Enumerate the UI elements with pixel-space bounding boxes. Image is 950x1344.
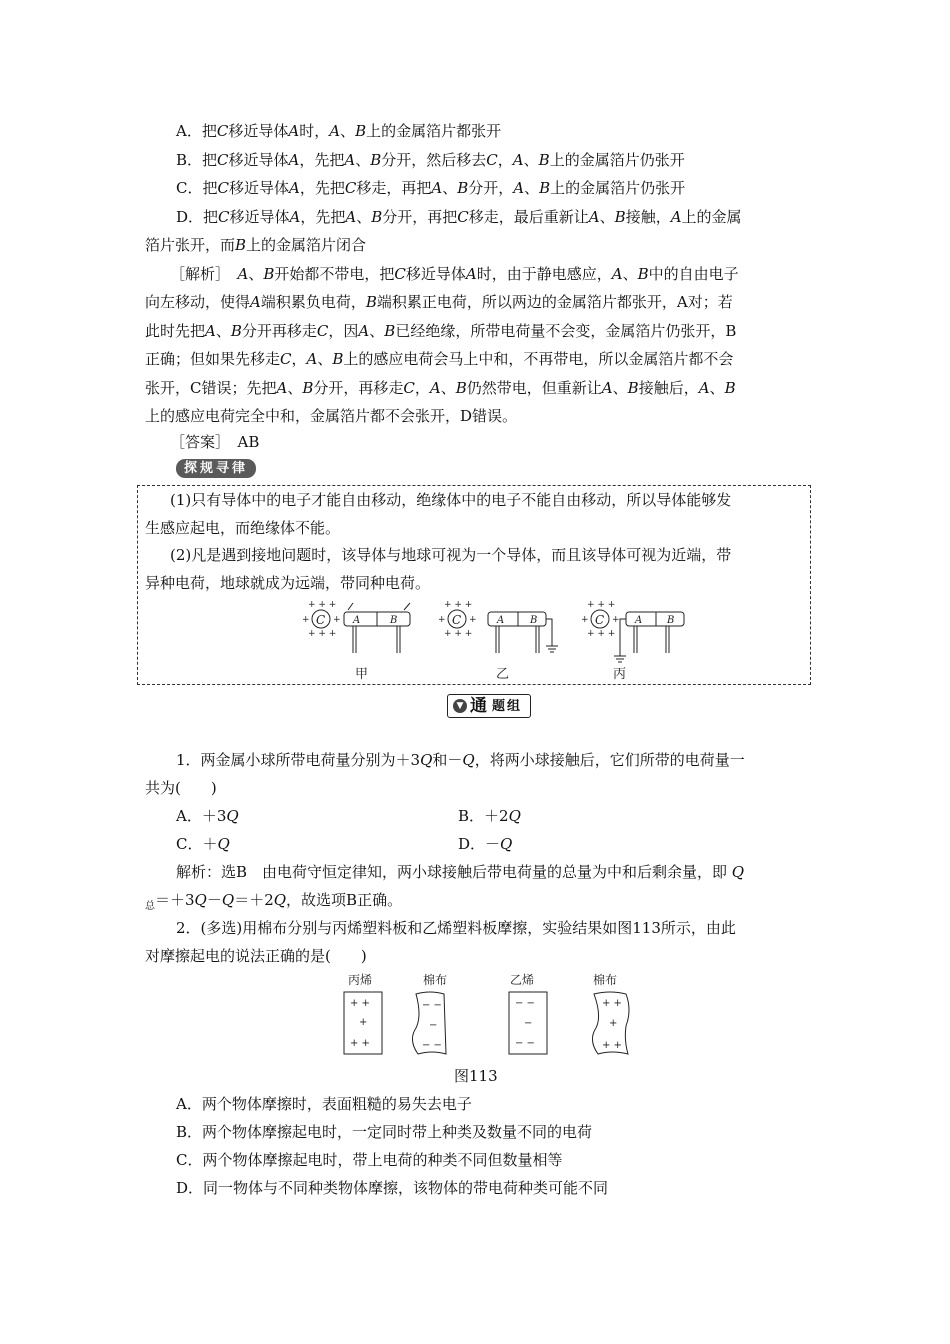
rule-tag: 探规寻律 <box>176 459 256 478</box>
text-segment: ＝＋2 <box>234 891 274 909</box>
text-segment: 上的金属箔片仍张开 <box>550 179 686 197</box>
answer: ［答案］ AB <box>170 433 260 451</box>
q1-option-a <box>176 806 239 826</box>
text-segment: C．把 <box>176 179 218 197</box>
svg-text:+ + +: + + + <box>444 629 473 639</box>
svg-text:C: C <box>595 613 605 627</box>
svg-text:+: + <box>359 1017 368 1028</box>
text-segment: B <box>235 236 247 254</box>
svg-text:+ +: + + <box>602 998 622 1009</box>
friction-diagram <box>338 970 638 1056</box>
text-segment: 解析：选B 由电荷守恒定律知，两小球接触后带电荷量的总量为中和后剩余量，即 <box>176 863 732 881</box>
text-segment: ，故选项B正确。 <box>286 891 403 909</box>
text-segment: A <box>345 208 357 226</box>
text-segment: 移近导体 <box>229 208 290 226</box>
text-segment: 分开再移走 <box>241 322 317 340</box>
q2-option-a: A．两个物体摩擦时，表面粗糙的易失去电子 <box>176 1095 472 1113</box>
text-segment: 时，由于静电感应， <box>476 265 612 283</box>
text-segment: 仍然带电，但重新让 <box>466 379 602 397</box>
text-segment: ，先把 <box>299 151 345 169</box>
svg-text:− −: − − <box>515 1038 535 1049</box>
conductor-c-label: C <box>316 613 326 627</box>
text-segment: A <box>588 208 600 226</box>
conductor-b-label: B <box>390 615 398 626</box>
text-segment: Q <box>420 751 433 769</box>
text-segment: C <box>403 379 415 397</box>
q1-stem-line1 <box>176 750 745 770</box>
section-badge-main: 通 <box>470 696 487 716</box>
text-segment: B <box>627 379 639 397</box>
text-segment: C <box>316 322 329 340</box>
explanation-line2 <box>145 292 733 312</box>
text-segment: D．－ <box>458 835 501 853</box>
text-segment: B <box>457 179 469 197</box>
text-segment: C．＋ <box>176 835 218 853</box>
text-segment: ， <box>414 379 430 397</box>
q2-stem-line2: 对摩擦起电的说法正确的是( ) <box>145 947 367 965</box>
diagram-bing <box>581 600 684 662</box>
text-segment: B <box>455 379 467 397</box>
text-segment: ，将两小球接触后，它们所带的电荷量一 <box>474 751 745 769</box>
svg-text:B: B <box>667 615 675 626</box>
text-segment: 分开，再移走 <box>313 379 404 397</box>
text-segment: Q <box>273 891 287 909</box>
q2-stem-line1: 2．(多选)用棉布分别与丙烯塑料板和乙烯塑料板摩擦，实验结果如图113所示，由此 <box>176 919 736 937</box>
q1-solution-line2 <box>145 890 402 917</box>
text-segment: Q <box>217 835 230 853</box>
svg-text:+: + <box>581 615 589 625</box>
text-segment: A <box>288 151 300 169</box>
text-segment: B．把 <box>176 151 218 169</box>
text-segment: 时， <box>299 122 330 140</box>
text-segment: B <box>302 379 314 397</box>
text-segment: ，因 <box>328 322 359 340</box>
text-segment: 总 <box>145 901 155 912</box>
q1-stem-line2: 共为( ) <box>145 779 217 797</box>
explanation-line6 <box>145 406 517 426</box>
svg-text:A: A <box>497 615 505 626</box>
text-segment: B <box>355 122 367 140</box>
text-segment: A <box>513 179 525 197</box>
text-segment: A <box>344 151 356 169</box>
text-segment: 、 <box>442 179 458 197</box>
text-segment: ，先把 <box>299 179 345 197</box>
text-segment: A <box>611 265 623 283</box>
text-segment: B <box>263 265 275 283</box>
text-segment: 开始都不带电，把 <box>274 265 395 283</box>
q2-option-d: D．同一物体与不同种类物体摩擦，该物体的带电荷种类可能不同 <box>176 1179 609 1197</box>
text-segment: A．把 <box>176 122 217 140</box>
text-segment: 此时先把 <box>145 322 206 340</box>
text-segment: B <box>384 322 396 340</box>
text-segment: C <box>486 151 498 169</box>
text-segment: C <box>344 179 357 197</box>
svg-text:− −: − − <box>422 1000 442 1011</box>
text-segment: C <box>457 208 469 226</box>
text-segment: 中的自由电子 <box>648 265 739 283</box>
text-segment: 、 <box>317 350 333 368</box>
figure-caption: 图113 <box>454 1067 498 1085</box>
text-segment: Q <box>226 807 239 825</box>
text-segment: 、 <box>599 208 615 226</box>
text-segment: 、 <box>622 265 638 283</box>
text-segment: A <box>698 379 710 397</box>
induction-diagram <box>300 598 690 684</box>
label-bingxi: 丙烯 <box>348 973 373 987</box>
rule-p1-line1: (1)只有导体中的电子才能自由移动，绝缘体中的电子不能自由移动，所以导体能够发 <box>170 491 732 509</box>
section-badge-sub: 题组 <box>492 699 523 714</box>
text-segment: B <box>539 179 551 197</box>
text-segment: 1．两金属小球所带电荷量分别为＋3 <box>176 751 421 769</box>
label-yixi: 乙烯 <box>510 973 535 987</box>
text-segment: C <box>217 151 229 169</box>
text-segment: 、 <box>369 322 385 340</box>
text-segment: Q <box>221 891 235 909</box>
text-segment: － <box>206 891 222 909</box>
explanation-line4 <box>145 349 733 369</box>
figure-label-yi: 乙 <box>496 667 510 682</box>
q1-option-d <box>458 834 512 854</box>
text-segment: A <box>276 379 288 397</box>
text-segment: 移近导体 <box>228 151 289 169</box>
chevron-down-icon: ▼ <box>453 699 467 713</box>
text-segment: D．把 <box>176 208 219 226</box>
q2-option-b: B．两个物体摩擦起电时，一定同时带上种类及数量不同的电荷 <box>176 1123 593 1141</box>
text-segment: 、 <box>340 122 356 140</box>
svg-text:+: + <box>609 1018 618 1029</box>
svg-text:+ +: + + <box>602 1040 622 1051</box>
text-segment: 、 <box>612 379 628 397</box>
svg-text:C: C <box>452 613 462 627</box>
text-segment: 接触， <box>625 208 671 226</box>
svg-text:+: + <box>438 615 446 625</box>
text-segment: Q <box>462 751 475 769</box>
text-segment: B <box>365 293 377 311</box>
text-segment: 已经绝缘，所带电荷量不会变，金属箔片仍张开，B <box>395 322 737 340</box>
text-segment: A <box>429 379 441 397</box>
text-segment: ，先把 <box>300 208 346 226</box>
text-segment: C <box>216 122 229 140</box>
text-segment: A <box>670 208 682 226</box>
figure-label-bing: 丙 <box>613 667 627 682</box>
option-b <box>176 150 685 170</box>
diagram-yi <box>438 600 558 653</box>
q1-option-b <box>458 806 521 826</box>
text-segment: A <box>512 151 524 169</box>
svg-text:− −: − − <box>515 998 535 1009</box>
q1-option-c <box>176 834 230 854</box>
text-segment: ［解析］ <box>170 265 238 283</box>
svg-text:− −: − − <box>422 1040 442 1051</box>
rule-p1-line2: 生感应起电，而绝缘体不能。 <box>145 519 341 537</box>
text-segment: C <box>394 265 406 283</box>
svg-text:+ + +: + + + <box>587 600 616 610</box>
text-segment: 端积累正电荷，所以两边的金属箔片都张开，A对；若 <box>376 293 733 311</box>
text-segment: A <box>329 122 341 140</box>
svg-text:−: − <box>524 1018 533 1029</box>
section-badge <box>447 694 531 718</box>
option-a <box>176 121 501 141</box>
text-segment: 、 <box>524 179 540 197</box>
explanation-line1 <box>170 264 739 284</box>
rule-p2-line2: 异种电荷，地球就成为远端，带同种电荷。 <box>145 574 431 592</box>
text-segment: Q <box>194 891 207 909</box>
text-segment: A <box>288 122 300 140</box>
text-segment: 张开，C错误；先把 <box>145 379 277 397</box>
svg-text:+: + <box>469 615 477 625</box>
svg-text:+ + +: + + + <box>308 600 337 610</box>
svg-text:+ +: + + <box>350 1038 370 1049</box>
svg-text:+ +: + + <box>350 998 370 1009</box>
text-segment: C <box>217 179 229 197</box>
text-segment: 上的金属箔片闭合 <box>246 236 367 254</box>
label-mianbu-1: 棉布 <box>423 973 448 987</box>
option-c <box>176 178 685 198</box>
text-segment: 移近导体 <box>228 122 289 140</box>
text-segment: ， <box>497 151 513 169</box>
svg-text:+ + +: + + + <box>587 629 616 639</box>
text-segment: A <box>358 322 370 340</box>
explanation-line3 <box>145 321 736 341</box>
q2-option-c: C．两个物体摩擦起电时，带上电荷的种类不同但数量相等 <box>176 1151 563 1169</box>
option-d-line2 <box>145 235 366 255</box>
text-segment: A <box>431 179 443 197</box>
text-segment: Q <box>731 863 745 881</box>
rule-p2-line1: (2)凡是遇到接地问题时，该导体与地球可视为一个导体，而且该导体可视为近端，带 <box>170 546 732 564</box>
text-segment: 、 <box>248 265 264 283</box>
option-d-line1 <box>176 207 742 227</box>
svg-text:A: A <box>635 615 643 626</box>
text-segment: Q <box>508 807 521 825</box>
conductor-a-label: A <box>353 615 361 626</box>
text-segment: 分开，再把 <box>382 208 458 226</box>
text-segment: 、 <box>356 208 372 226</box>
text-segment: B <box>538 151 550 169</box>
text-segment: ， <box>291 350 307 368</box>
text-segment: B <box>230 322 242 340</box>
text-segment: B <box>370 151 382 169</box>
text-segment: A．＋3 <box>176 807 227 825</box>
text-segment: 上的金属 <box>681 208 742 226</box>
text-segment: Q <box>500 835 513 853</box>
text-segment: 、 <box>709 379 725 397</box>
svg-text:+: + <box>333 615 341 625</box>
text-segment: B <box>371 208 383 226</box>
text-segment: 上的感应电荷完全中和，金属箔片都不会张开，D错误。 <box>145 407 518 425</box>
text-segment: 正确；但如果先移走 <box>145 350 281 368</box>
label-mianbu-2: 棉布 <box>593 973 618 987</box>
text-segment: 上的金属箔片都张开 <box>366 122 502 140</box>
svg-text:+ + +: + + + <box>308 629 337 639</box>
svg-text:+ + +: + + + <box>444 600 473 610</box>
text-segment: ＝＋3 <box>155 891 195 909</box>
text-segment: C <box>280 350 292 368</box>
text-segment: 、 <box>287 379 303 397</box>
text-segment: 接触后， <box>638 379 699 397</box>
text-segment: A <box>288 179 300 197</box>
text-segment: B <box>637 265 649 283</box>
text-segment: A <box>465 265 477 283</box>
text-segment: A <box>250 293 261 311</box>
text-segment: 上的金属箔片仍张开 <box>549 151 685 169</box>
text-segment: A <box>205 322 216 340</box>
text-segment: 、 <box>440 379 456 397</box>
text-segment: 移走，再把 <box>356 179 432 197</box>
text-segment: B <box>614 208 626 226</box>
text-segment: 移走，最后重新让 <box>468 208 589 226</box>
svg-text:−: − <box>429 1020 438 1031</box>
diagram-jia <box>302 600 410 653</box>
text-segment: 向左移动，使得 <box>145 293 251 311</box>
text-segment: B <box>724 379 736 397</box>
text-segment: 、 <box>215 322 231 340</box>
text-segment: A <box>306 350 318 368</box>
text-segment: A <box>289 208 301 226</box>
svg-text:B: B <box>530 615 538 626</box>
text-segment: A <box>601 379 613 397</box>
text-segment: 上的感应电荷会马上中和，不再带电，所以金属箔片都不会 <box>343 350 734 368</box>
text-segment: A <box>237 265 249 283</box>
figure-label-jia: 甲 <box>355 667 369 682</box>
explanation-line5 <box>145 378 736 398</box>
text-segment: 分开，然后移去 <box>381 151 487 169</box>
text-segment: 分开， <box>468 179 514 197</box>
text-segment: 移近导体 <box>228 179 289 197</box>
text-segment: 移近导体 <box>405 265 466 283</box>
text-segment: B．＋2 <box>458 807 509 825</box>
text-segment: 、 <box>523 151 539 169</box>
svg-text:+: + <box>302 615 310 625</box>
text-segment: 、 <box>355 151 371 169</box>
text-segment: 端积累负电荷， <box>260 293 366 311</box>
q1-solution-line1 <box>176 862 744 882</box>
text-segment: C <box>218 208 230 226</box>
text-segment: 和－ <box>432 751 463 769</box>
svg-text:+: + <box>612 615 620 625</box>
text-segment: B <box>332 350 344 368</box>
text-segment: 箔片张开，而 <box>145 236 236 254</box>
